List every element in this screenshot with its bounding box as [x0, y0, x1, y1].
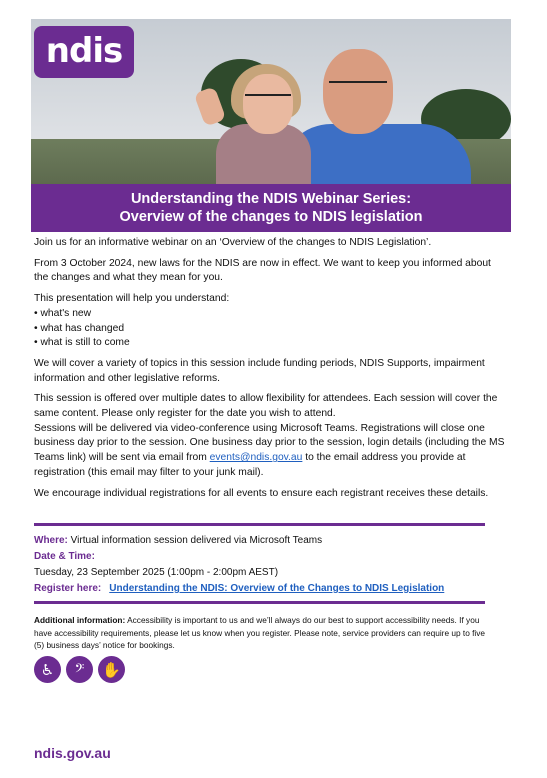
- glasses-icon: [329, 81, 387, 83]
- woman-face: [243, 74, 293, 134]
- divider: [34, 523, 485, 526]
- wheelchair-access-icon: ♿: [34, 656, 61, 683]
- teams-text-end: to the email address you provide at registration (this email may filter to your junk mail).: [34, 452, 466, 478]
- list-item: • what's new: [34, 307, 92, 319]
- understand-paragraph: This presentation will help you understand:: [34, 293, 230, 305]
- topics-list: [34, 307, 506, 351]
- event-details: [34, 533, 506, 597]
- where-line: [34, 533, 506, 549]
- title-banner: [31, 184, 511, 232]
- body-content: [34, 236, 506, 507]
- datetime-label: Date & Time:: [34, 551, 95, 562]
- glasses-icon: [245, 94, 291, 96]
- teams-text: Sessions will be delivered via video-conference using Microsoft Teams. Registrations will close one business day prior to the session. One business day prior to the session, login details (including the MS Teams link) will be sent via email from: [34, 422, 505, 464]
- list-item: • what has changed: [34, 322, 125, 334]
- hero-image: [31, 19, 511, 232]
- register-line: [34, 581, 506, 597]
- laws-paragraph: From 3 October 2024, new laws for the NDIS are now in effect. We want to keep you informed about the changes and what they mean for you.: [34, 257, 491, 284]
- divider: [34, 601, 485, 604]
- where-value: Virtual information session delivered via Microsoft Teams: [67, 535, 323, 546]
- where-label: Where:: [34, 535, 68, 546]
- hearing-assistance-icon: 𝄢: [66, 656, 93, 683]
- ndis-logo: ndis: [34, 26, 134, 78]
- datetime-value: Tuesday, 23 September 2025 (1:00pm - 2:00pm AEST): [34, 567, 279, 578]
- footer-url[interactable]: ndis.gov.au: [34, 745, 111, 761]
- accessibility-icons: [34, 656, 125, 683]
- additional-label: Additional information:: [34, 615, 126, 625]
- additional-text: Accessibility is important to us and we’ll always do our best to support accessibility needs. If you have accessibility requirements, please let us know when you register. Please note, service providers can require up to five (5) business days’ notice for bookings.: [34, 615, 486, 651]
- title-line-1: Understanding the NDIS Webinar Series:: [130, 191, 412, 207]
- dates-paragraph: This session is offered over multiple dates to allow flexibility for attendees. Each session will cover the same content. Please only register for the date you wish to attend.: [34, 393, 498, 420]
- intro-paragraph: Join us for an informative webinar on an ‘Overview of the changes to NDIS Legislation’.: [34, 237, 432, 248]
- title-line-2: Overview of the changes to NDIS legislation: [119, 209, 423, 225]
- register-link[interactable]: Understanding the NDIS: Overview of the Changes to NDIS Legislation: [109, 583, 445, 594]
- teams-paragraph: [34, 422, 506, 481]
- additional-info: [34, 614, 494, 652]
- register-label: Register here:: [34, 583, 102, 594]
- sign-language-icon: ✋: [98, 656, 125, 683]
- events-email-link[interactable]: events@ndis.gov.au: [209, 452, 303, 464]
- topics-paragraph: We will cover a variety of topics in this session include funding periods, NDIS Supports, impairment information and other legislative reforms.: [34, 357, 485, 384]
- man-face: [323, 49, 393, 134]
- registration-paragraph: We encourage individual registrations for all events to ensure each registrant receives these details.: [34, 487, 489, 499]
- list-item: • what is still to come: [34, 337, 130, 349]
